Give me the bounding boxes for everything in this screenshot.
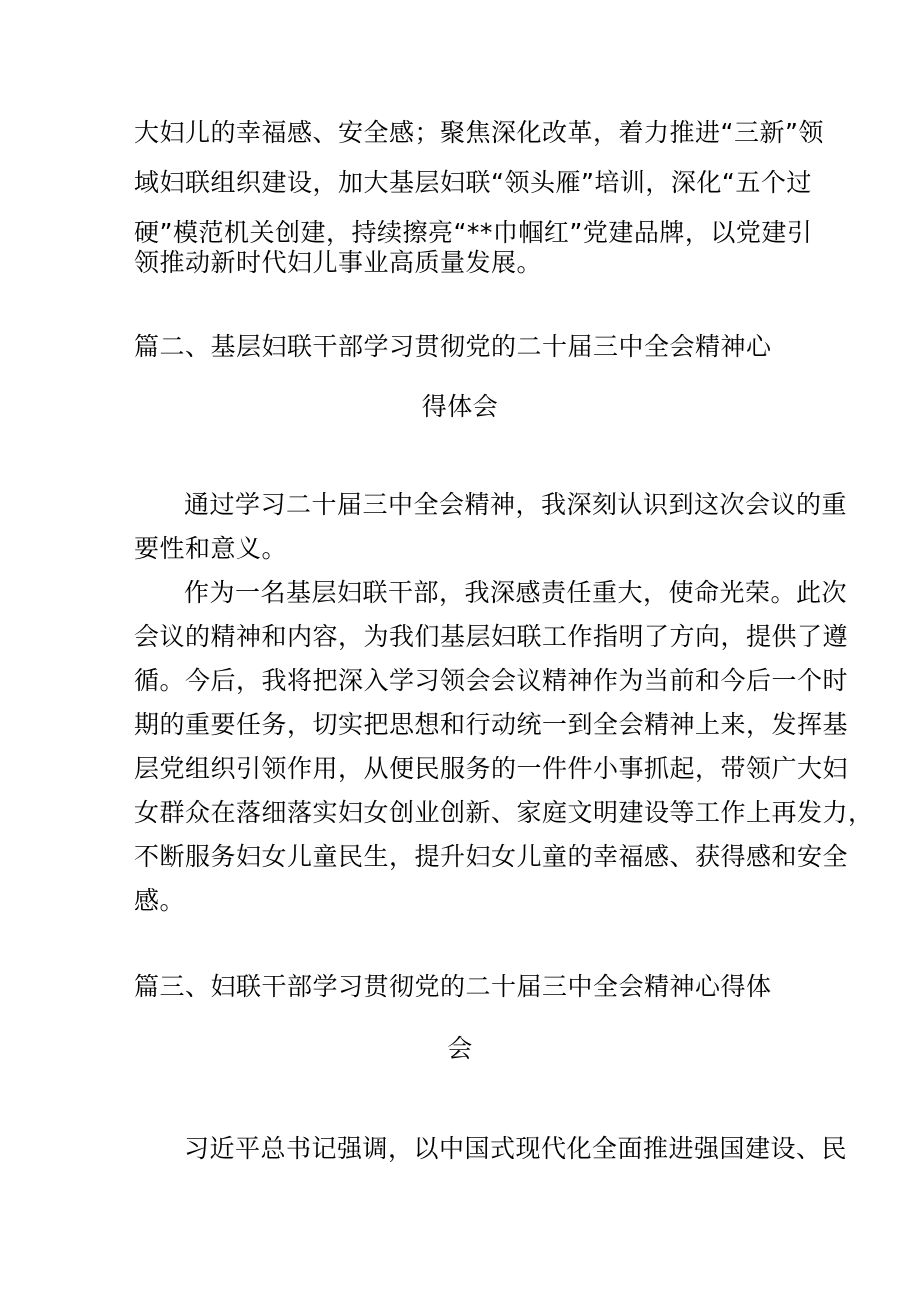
section-2-heading: 篇二、基层妇联干部学习贯彻党的二十届三中全会精神心 <box>134 332 772 361</box>
text-line: 要性和意义。 <box>134 534 288 563</box>
text-line: 大妇儿的幸福感、安全感；聚焦深化改革，着力推进“三新”领 <box>134 118 824 147</box>
section-2-heading-continued: 得体会 <box>421 392 499 421</box>
text-line: 感。 <box>134 886 186 915</box>
text-line: 习近平总书记强调，以中国式现代化全面推进强国建设、民 <box>184 1134 848 1163</box>
text-line: 期的重要任务，切实把思想和行动统一到全会精神上来，发挥基 <box>134 710 849 739</box>
text-line: 域妇联组织建设，加大基层妇联“领头雁”培训，深化“五个过 <box>134 168 812 197</box>
text-line: 领推动新时代妇儿事业高质量发展。 <box>134 248 543 277</box>
text-line: 层党组织引领作用，从便民服务的一件件小事抓起，带领广大妇 <box>134 754 849 783</box>
text-line: 不断服务妇女儿童民生，提升妇女儿童的幸福感、获得感和安全 <box>134 842 849 871</box>
section-3-heading: 篇三、妇联干部学习贯彻党的二十届三中全会精神心得体 <box>134 972 772 1001</box>
text-line: 循。今后，我将把深入学习领会会议精神作为当前和今后一个时 <box>134 666 849 695</box>
text-line: 女群众在落细落实妇女创业创新、家庭文明建设等工作上再发力， <box>134 798 874 827</box>
text-line: 作为一名基层妇联干部，我深感责任重大，使命光荣。此次 <box>184 578 848 607</box>
text-line: 硬”模范机关创建，持续擦亮“**巾帼红”党建品牌，以党建引 <box>134 218 813 247</box>
section-3-heading-continued: 会 <box>447 1034 473 1063</box>
text-line: 会议的精神和内容，为我们基层妇联工作指明了方向，提供了遵 <box>134 622 849 651</box>
text-line: 通过学习二十届三中全会精神，我深刻认识到这次会议的重 <box>184 490 848 519</box>
